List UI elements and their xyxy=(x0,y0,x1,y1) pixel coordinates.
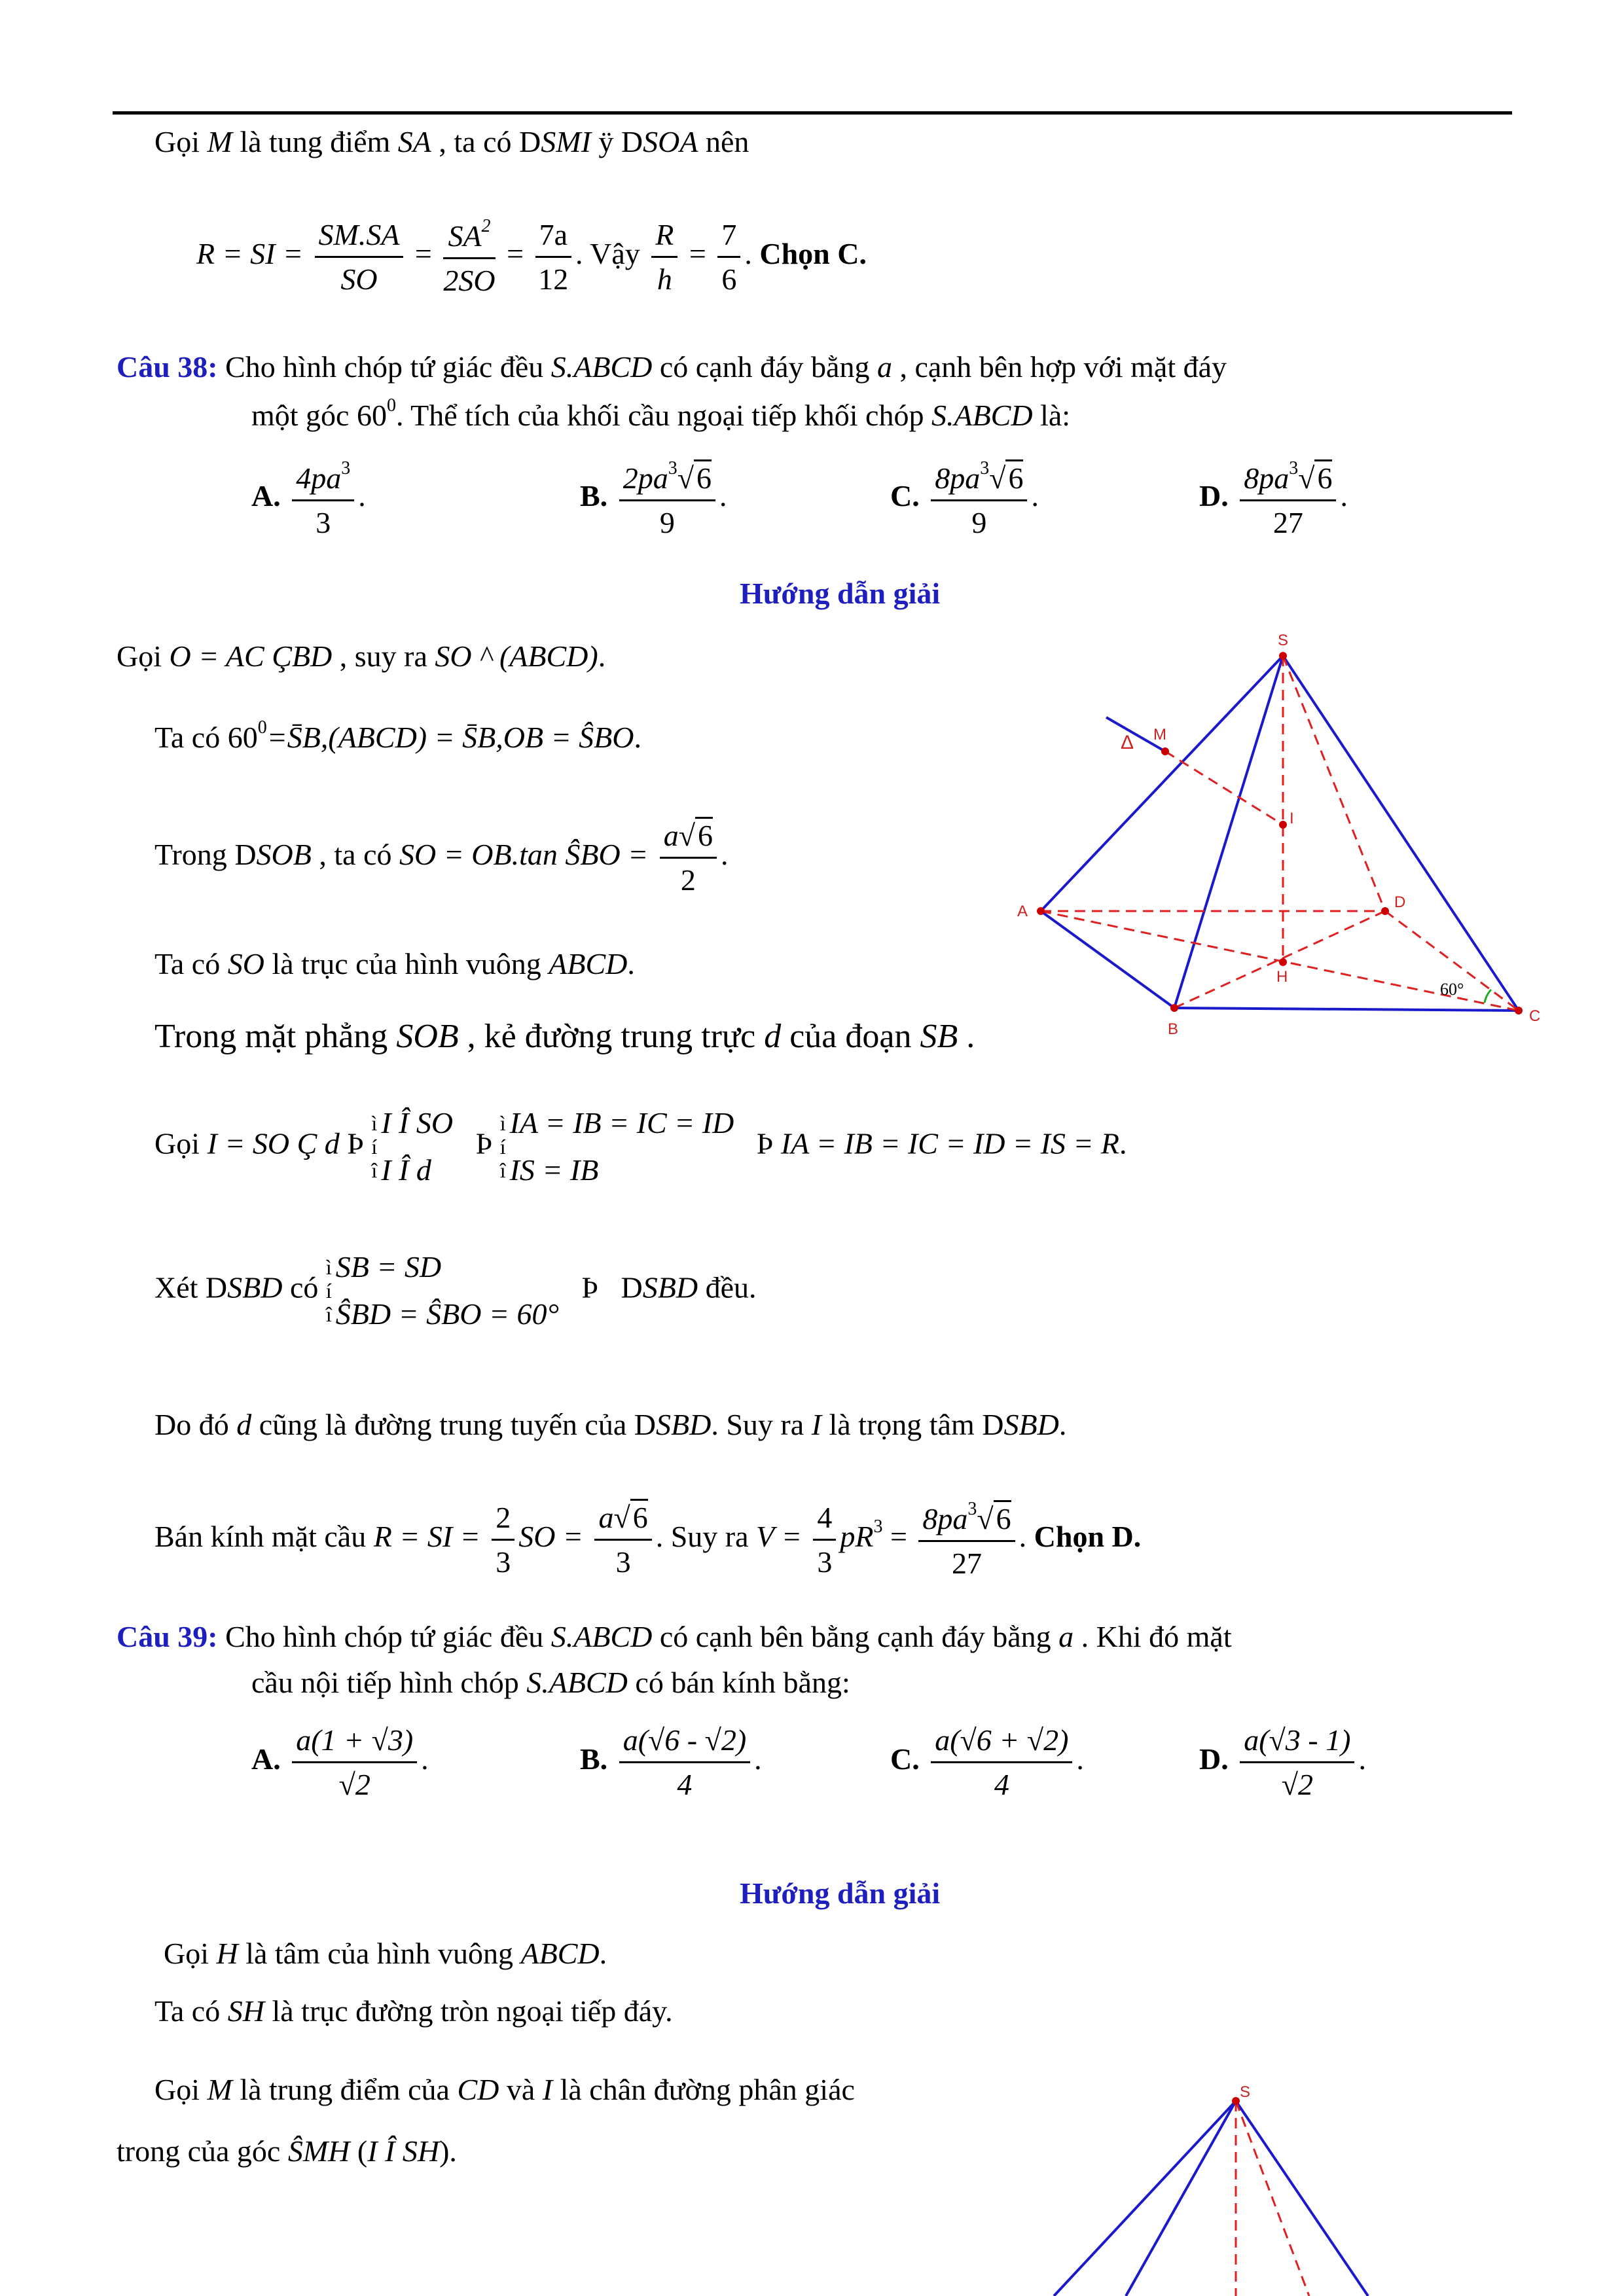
sol39-line-2: Ta có SH là trục đường tròn ngoại tiếp đáy. xyxy=(154,1994,673,2028)
sol38-line-5: Trong mặt phẳng SOB , kẻ đường trung trực d của đoạn SB . xyxy=(154,1018,975,1055)
answer-d-label: Chọn D. xyxy=(1034,1520,1142,1554)
question-39-label: Câu 39: xyxy=(117,1620,218,1653)
label-s: S xyxy=(1278,632,1289,649)
option-39-a[interactable]: A. $\frac{a(1 + √3)}{√2}$ . xyxy=(251,1723,429,1801)
sol38-line-4: Ta có SO là trục của hình vuông ABCD. xyxy=(154,947,635,980)
edge-mid-left xyxy=(1126,2101,1236,2296)
edge-left xyxy=(1054,2101,1236,2296)
sol38-line-3: Trong DSOB , ta có SO = OB.tan ŜBO = $\frac{a√6}{2}$ . xyxy=(154,818,728,897)
option-38-c[interactable]: C. $\frac{8pa^3√6}{9}$ . xyxy=(890,458,1039,539)
option-38-d[interactable]: D. $\frac{8pa^3√6}{27}$ . xyxy=(1199,458,1348,539)
edge-sa xyxy=(1041,656,1283,911)
sol39-line-3: Gọi M là trung điểm của CD và I là chân đường phân giác xyxy=(154,2073,855,2106)
pyramid-figure-39 xyxy=(1034,2075,1401,2296)
sol38-line-7: Xét DSBD có ì í îSB = SD ŜBD = ŜBO = 60° Þ DSBD đều. xyxy=(154,1250,757,1331)
sol38-line-6: Gọi I = SO Ç d Þ ì í îI Î SO I Î d Þ ì í îIA = IB = IC = ID IS = IB Þ IA = IB = IC = ID = IS = R. xyxy=(154,1106,1127,1187)
top-line-2: R = SI = $\frac{SM.SA}{SO}$ = $\frac{SA^2}{2SO}$ = $\frac{7a}{12}$ . Vậy $\frac{R}{h}$ = $\frac{7}{6}$ . Chọn C. xyxy=(196,216,867,297)
label-b: B xyxy=(1168,1020,1179,1038)
hidden-edge xyxy=(1236,2101,1309,2296)
option-39-b[interactable]: B. $\frac{a(√6 - √2)}{4}$ . xyxy=(580,1723,762,1801)
option-39-c[interactable]: C. $\frac{a(√6 + √2)}{4}$ . xyxy=(890,1723,1084,1801)
question-38-line-1: Câu 38: Cho hình chóp tứ giác đều S.ABCD có cạnh đáy bằng a , cạnh bên hợp với mặt đáy xyxy=(117,350,1227,384)
edge-bc xyxy=(1174,1008,1519,1011)
option-39-d[interactable]: D. $\frac{a(√3 - 1)}{√2}$ . xyxy=(1199,1723,1366,1801)
label-h: H xyxy=(1276,968,1288,986)
sol38-line-8: Do đó d cũng là đường trung tuyến của DSBD. Suy ra I là trọng tâm DSBD. xyxy=(154,1408,1067,1441)
edge-right xyxy=(1236,2101,1368,2296)
label-s-2: S xyxy=(1240,2083,1251,2101)
sol38-line-1: Gọi O = AC ÇBD , suy ra SO ^ (ABCD). xyxy=(117,639,606,673)
sol38-line-2: Ta có $60^0=S̄B,(ABCD)$ = S̄B,OB = ŜBO. xyxy=(154,717,641,754)
perp-bisector xyxy=(1165,751,1283,825)
edge-sc xyxy=(1283,656,1519,1011)
solution-heading-38: Hướng dẫn giải xyxy=(740,577,941,610)
label-a: A xyxy=(1017,903,1028,920)
question-38-line-2: một góc $60^0$. Thể tích của khối cầu ngoại tiếp khối chóp S.ABCD là: xyxy=(251,395,1071,432)
question-38-label: Câu 38: xyxy=(117,350,218,384)
label-m: M xyxy=(1153,726,1166,744)
solution-heading-39: Hướng dẫn giải xyxy=(740,1876,941,1910)
diag-bd xyxy=(1174,911,1385,1008)
label-delta: Δ xyxy=(1121,732,1134,753)
edge-sb xyxy=(1174,656,1283,1008)
label-c: C xyxy=(1529,1007,1541,1025)
sol39-line-1: Gọi H là tâm của hình vuông ABCD. xyxy=(164,1937,607,1970)
sol38-line-9: Bán kính mặt cầu R = SI = $\frac{2}{3}$ SO = $\frac{a√6}{3}$ . Suy ra V = $\frac{4}{3}$ $pR^3$ = $\frac{8pa^3√6}{27}$ . Chọn D. xyxy=(154,1499,1142,1580)
label-i: I xyxy=(1290,810,1294,827)
label-angle: 60° xyxy=(1440,980,1464,999)
sol39-line-4: trong của góc ŜMH (I Î SH). xyxy=(117,2134,457,2168)
question-39-line-2: cầu nội tiếp hình chóp S.ABCD có bán kính bằng: xyxy=(251,1666,850,1699)
pyramid-figure-38 xyxy=(1008,628,1551,1047)
option-38-b[interactable]: B. $\frac{2pa^3√6}{9}$ . xyxy=(580,458,727,539)
top-line-1: Gọi M là tung điểm SA , ta có DSMI ÿ DSOA nên xyxy=(154,125,749,158)
answer-c-label: Chọn C. xyxy=(759,237,867,271)
edge-sd xyxy=(1283,656,1385,911)
angle-arc xyxy=(1485,990,1491,1003)
question-39-line-1: Câu 39: Cho hình chóp tứ giác đều S.ABCD có cạnh bên bằng cạnh đáy bằng a . Khi đó mặt xyxy=(117,1620,1232,1653)
header-rule xyxy=(113,111,1512,115)
option-38-a[interactable]: A. $\frac{4pa^3}{3}$ . xyxy=(251,458,366,539)
label-d: D xyxy=(1394,893,1406,911)
